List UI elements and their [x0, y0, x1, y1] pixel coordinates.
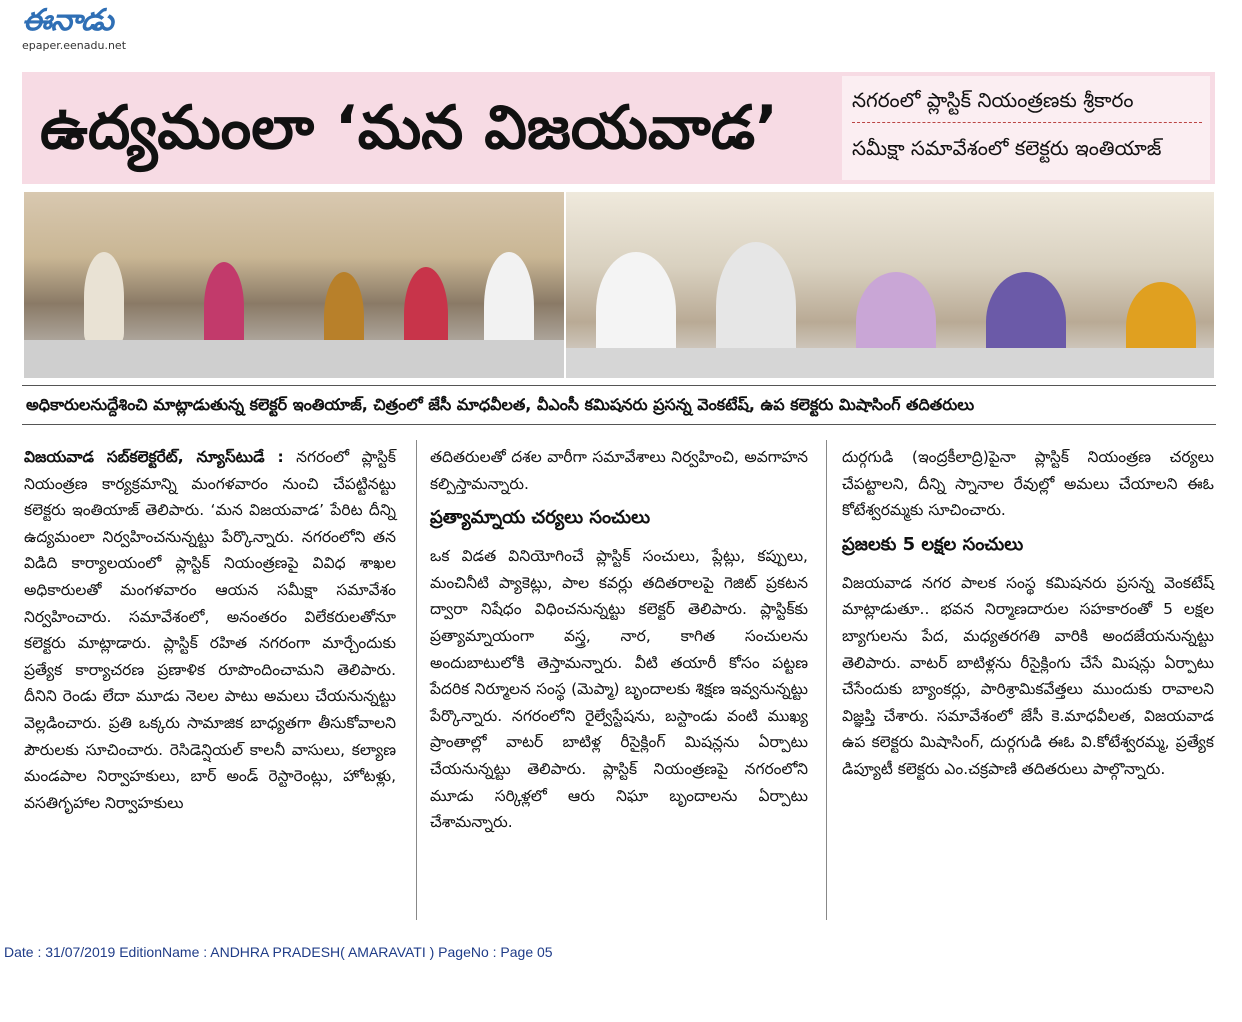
- deck-line-1: నగరంలో ప్లాస్టిక్ నియంత్రణకు శ్రీకారం: [852, 88, 1134, 112]
- col2-text-2: ఒక విడత వినియోగించే ప్లాస్టిక్ సంచులు, ప్లేట్లు, కప్పులు, మంచినీటి ప్యాకెట్లు, పాల కవర్లు తదితరాలపై గెజిట్ ప్రకటన ద్వారా నిషేధం విధించనున్నట్టు కలెక్టర్ తెలిపారు. ప్లాస్టిక్‌కు ప్రత్యామ్నాయంగా వస్త్ర, నార, కాగిత సంచులను అందుబాటులోకి తెస్తామన్నారు. వీటి తయారీ కోసం పట్టణ పేదరిక నిర్మూలన సంస్థ (మెప్మా) బృందాలకు శిక్షణ ఇవ్వనున్నట్టు పేర్కొన్నారు. నగరంలోని రైల్వేస్టేషను, బస్టాండు వంటి ముఖ్య ప్రాంతాల్లో వాటర్ బాటిళ్ల రీసైక్లింగ్ మిషన్లను ఏర్పాటు చేయనున్నట్టు తెలిపారు. ప్లాస్టిక్ నియంత్రణపై నగరంలోని మూడు సర్కిళ్లలో ఆరు నిఘా బృందాలను ఏర్పాటు చేశామన్నారు.: [430, 547, 808, 832]
- deck-line-2: సమీక్షా సమావేశంలో కలెక్టరు ఇంతియాజ్: [852, 136, 1162, 160]
- col1-text: నగరంలో ప్లాస్టిక్ నియంత్రణ కార్యక్రమాన్ని మంగళవారం నుంచి చేపట్టినట్టు కలెక్టరు ఇంతియాజ్ తెలిపారు. ‘మన విజయవాడ’ పేరిట దీన్ని ఉద్యమంలా నిర్వహించనున్నట్టు పేర్కొన్నారు. నగరంలోని తన విడిది కార్యాలయంలో ప్లాస్టిక్ నియంత్రణపై వివిధ శాఖల అధికారులతో మంగళవారం ఆయన సమీక్షా సమావేశం నిర్వహించారు. సమావేశంలో, అనంతరం విలేకరులతోనూ కలెక్టరు మాట్లాడారు. ప్లాస్టిక్ రహిత నగరంగా మార్చేందుకు ప్రత్యేక కార్యాచరణ ప్రణాళిక రూపొందించామని తెలిపారు. దీనిని రెండు లేదా మూడు నెలల పాటు అమలు చేయనున్నట్టు వెల్లడించారు. ప్రతి ఒక్కరు సామాజిక బాధ్యతగా తీసుకోవాలని పౌరులకు సూచించారు. రెసిడెన్షియల్ కాలనీ వాసులు, కల్యాణ మండపాల నిర్వాహకులు, బార్ అండ్ రెస్టారెంట్లు, హోటళ్లు, వసతిగృహాల నిర్వాహకులు: [24, 448, 396, 812]
- col3-subhead: ప్రజలకు 5 లక్షల సంచులు: [842, 533, 1024, 555]
- caption-rule-bottom: [22, 424, 1216, 425]
- headline-title: ఉద్యమంలా ‘మన విజయవాడ’: [40, 93, 778, 163]
- caption-rule-top: [22, 385, 1216, 386]
- article-column-3: [842, 444, 1214, 783]
- photo-person: [84, 252, 124, 342]
- photo-person: [204, 262, 244, 352]
- edition-footer: Date : 31/07/2019 EditionName : ANDHRA PRADESH( AMARAVATI ) PageNo : Page 05: [4, 944, 553, 960]
- photo-table: [24, 340, 564, 378]
- masthead-site: epaper.eenadu.net: [22, 39, 127, 52]
- col2-subhead: ప్రత్యామ్నాయ చర్యలు సంచులు: [430, 507, 651, 529]
- col3-text-2: విజయవాడ నగర పాలక సంస్థ కమిషనరు ప్రసన్న వెంకటేష్ మాట్లాడుతూ.. భవన నిర్మాణదారుల సహకారంతో 5 లక్షల బ్యాగులను పేద, మధ్యతరగతి వారికి అందజేయనున్నట్టు తెలిపారు. వాటర్ బాటిళ్లను రీసైక్లింగు చేసే మిషన్లు ఏర్పాటు చేసేందుకు బ్యాంకర్లు, పారిశ్రామికవేత్తలు ముందుకు రావాలని విజ్ఞప్తి చేశారు. సమావేశంలో జేసీ కె.మాధవీలత, విజయవాడ ఉప కలెక్టరు మిషాసింగ్, దుర్గగుడి ఈఓ వి.కోటేశ్వరమ్మ, ప్రత్యేక డిప్యూటీ కలెక్టరు ఎం.చక్రపాణి తదితరులు పాల్గొన్నారు.: [842, 573, 1214, 778]
- deck-divider: [852, 122, 1202, 123]
- masthead-logo: ఈనాడు: [22, 3, 113, 38]
- masthead: [22, 4, 152, 54]
- photo-table: [566, 348, 1214, 378]
- article-column-2: [430, 444, 808, 836]
- article-column-1: [24, 444, 396, 816]
- meeting-photo-left: [24, 192, 564, 378]
- article-byline: విజయవాడ సబ్‌కలెక్టరేట్, న్యూస్‌టుడే :: [24, 448, 284, 466]
- column-divider: [826, 440, 827, 920]
- col2-text-1: తదితరులతో దశల వారీగా సమావేశాలు నిర్వహించి, అవగాహన కల్పిస్తామన్నారు.: [430, 448, 808, 493]
- column-divider: [416, 440, 417, 920]
- meeting-photo-right: [566, 192, 1214, 378]
- photo-caption: అధికారులనుద్దేశించి మాట్లాడుతున్న కలెక్టర్ ఇంతియాజ్, చిత్రంలో జేసీ మాధవీలత, వీఎంసీ కమిషనరు ప్రసన్న వెంకటేష్, ఉప కలెక్టరు మిషాసింగ్ తదితరులు: [26, 395, 975, 414]
- col3-text-1: దుర్గగుడి (ఇంద్రకీలాద్రి)పైనా ప్లాస్టిక్ నియంత్రణ చర్యలు చేపట్టాలని, దీన్ని స్నానాల రేవుల్లో అమలు చేయాలని ఈఓ కోటేశ్వరమ్మకు సూచించారు.: [842, 448, 1214, 520]
